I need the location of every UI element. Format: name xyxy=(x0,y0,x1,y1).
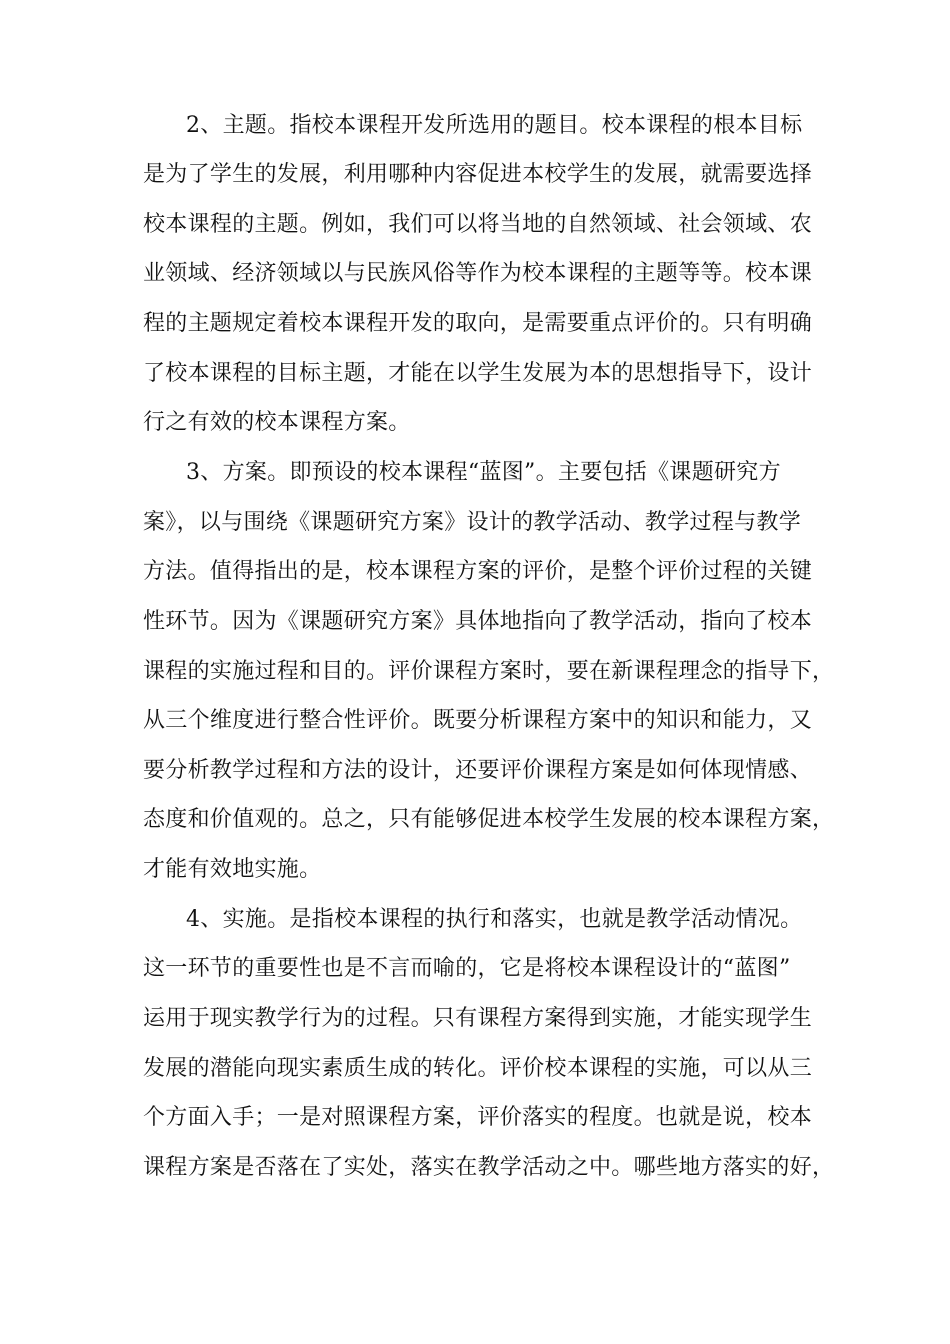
text-line: 发展的潜能向现实素质生成的转化。评价校本课程的实施，可以从三 xyxy=(143,1056,813,1081)
text-line: 行之有效的校本课程方案。 xyxy=(143,410,411,435)
text-line: 业领域、经济领域以与民族风俗等作为校本课程的主题等等。校本课 xyxy=(143,261,813,286)
text-line: 3、方案。即预设的校本课程“蓝图”。主要包括《课题研究方 xyxy=(186,460,781,485)
text-line: 性环节。因为《课题研究方案》具体地指向了教学活动，指向了校本 xyxy=(143,609,813,634)
text-line: 要分析教学过程和方法的设计，还要评价课程方案是如何体现情感、 xyxy=(143,758,813,783)
text-line: 程的主题规定着校本课程开发的取向，是需要重点评价的。只有明确 xyxy=(143,311,813,336)
text-line: 2、主题。指校本课程开发所选用的题目。校本课程的根本目标 xyxy=(186,113,803,138)
text-line: 个方面入手；一是对照课程方案，评价落实的程度。也就是说，校本 xyxy=(143,1105,813,1130)
text-line: 校本课程的主题。例如，我们可以将当地的自然领域、社会领域、农 xyxy=(143,212,813,237)
text-line: 这一环节的重要性也是不言而喻的，它是将校本课程设计的“蓝图” xyxy=(143,956,791,981)
text-line: 课程的实施过程和目的。评价课程方案时，要在新课程理念的指导下， xyxy=(143,659,835,684)
text-line: 才能有效地实施。 xyxy=(143,857,322,882)
text-line: 方法。值得指出的是，校本课程方案的评价，是整个评价过程的关键 xyxy=(143,559,813,584)
text-line: 态度和价值观的。总之，只有能够促进本校学生发展的校本课程方案， xyxy=(143,807,835,832)
text-line: 是为了学生的发展，利用哪种内容促进本校学生的发展，就需要选择 xyxy=(143,162,813,187)
text-line: 课程方案是否落在了实处，落实在教学活动之中。哪些地方落实的好， xyxy=(143,1155,835,1180)
text-line: 从三个维度进行整合性评价。既要分析课程方案中的知识和能力，又 xyxy=(143,708,813,733)
text-line: 案》，以与围绕《课题研究方案》设计的教学活动、教学过程与教学 xyxy=(143,510,802,535)
text-line: 运用于现实教学行为的过程。只有课程方案得到实施，才能实现学生 xyxy=(143,1006,813,1031)
text-line: 了校本课程的目标主题，才能在以学生发展为本的思想指导下，设计 xyxy=(143,361,813,386)
text-line: 4、实施。是指校本课程的执行和落实，也就是教学活动情况。 xyxy=(186,907,803,932)
